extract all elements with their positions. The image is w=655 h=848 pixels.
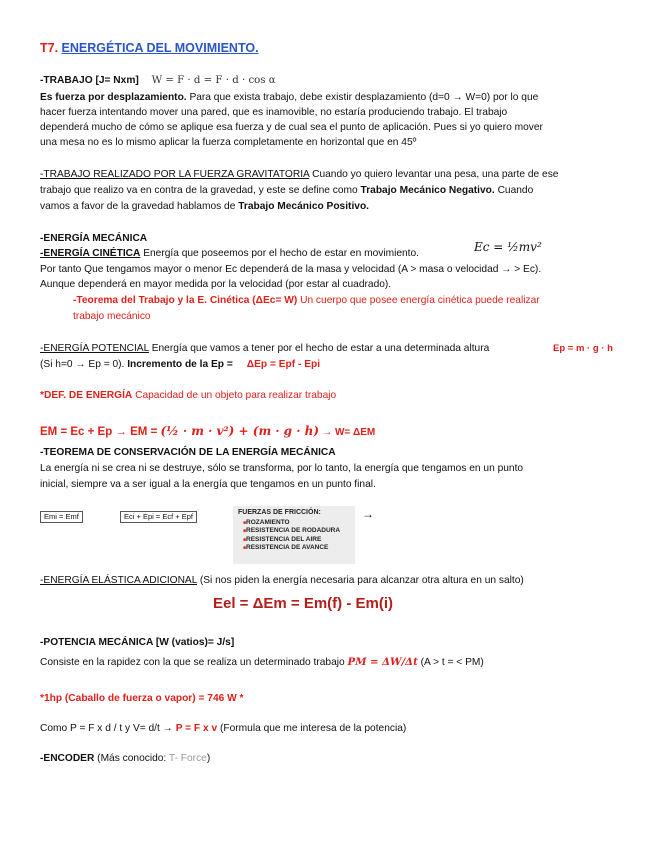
def-energia: *DEF. DE ENERGÍA Capacidad de un objeto para realizar trabajo — [40, 390, 337, 401]
teorema-line-1: -Teorema del Trabajo y la E. Cinética (ΔEc= W) Un cuerpo que posee energía cinética puede realizar — [73, 295, 540, 306]
trabajo-line-4: una mesa no es lo mismo aplicar la fuerza completamente en horizontal que en 45º — [40, 137, 417, 148]
trabajo-line-2: hacer fuerza intentando mover una pared, que es inamovible, no estaría produciendo trabajo. El trabajo — [40, 107, 508, 118]
gravitatoria-line-3: vamos a favor de la gravedad hablamos de Trabajo Mecánico Positivo. — [40, 201, 369, 212]
friction-forces-figure: FUERZAS DE FRICCIÓN: ■ ROZAMIENTO ■ RESISTENCIA DE RODADURA ■ RESISTENCIA DEL AIRE ■ RESISTENCIA DE AVANCE — [233, 506, 355, 564]
potencia-line: Consiste en la rapidez con la que se realiza un determinado trabajo PM = ΔW/Δt (A > t = < PM) — [40, 656, 484, 668]
potencial-line-1: -ENERGÍA POTENCIAL Energía que vamos a tener por el hecho de estar a una determinada altura — [40, 343, 490, 354]
friction-item: ■ RESISTENCIA DEL AIRE — [243, 536, 355, 544]
friction-item: ■ RESISTENCIA DE RODADURA — [243, 527, 355, 535]
cinetica-line-3: Aunque dependerá en mayor medida por la velocidad (por estar al cuadrado). — [40, 279, 392, 290]
trabajo-line-1: Es fuerza por desplazamiento. Para que exista trabajo, debe existir desplazamiento (d=0 → W=0) por lo que — [40, 92, 539, 103]
conservacion-line-2: inicial, siempre va a ser igual a la energía que tengamos en un punto final. — [40, 479, 376, 490]
cinetica-formula: Ec = ½mv² — [474, 240, 542, 254]
gravitatoria-line-2: trabajo que realizo va en contra de la gravedad, y este se define como Trabajo Mecánico Negativo. Cuando — [40, 185, 534, 196]
mecanica-heading: -ENERGÍA MECÁNICA — [40, 233, 148, 244]
ec-ep-equality-box: Eci + Epi = Ecf + Epf — [120, 511, 197, 523]
cinetica-line-1: -ENERGÍA CINÉTICA Energía que poseemos por el hecho de estar en movimiento. — [40, 248, 419, 259]
hp-definition: *1hp (Caballo de fuerza o vapor) = 746 W * — [40, 693, 244, 704]
em-formula: EM = Ec + Ep → EM = (½ · m · v²) + (m · g · h) → W= ΔEM — [40, 424, 376, 438]
gravitatoria-line-1: -TRABAJO REALIZADO POR LA FUERZA GRAVITATORIA Cuando yo quiero levantar una pesa, una parte de ese — [40, 169, 559, 180]
conservacion-heading: -TEOREMA DE CONSERVACIÓN DE LA ENERGÍA MECÁNICA — [40, 447, 336, 458]
friction-item: ■ RESISTENCIA DE AVANCE — [243, 544, 355, 552]
conservacion-line-1: La energía ni se crea ni se destruye, sólo se transforma, por lo tanto, la energía que tengamos en un punto — [40, 463, 524, 474]
potencial-formula: Ep = m · g · h — [553, 343, 613, 354]
friction-item: ■ ROZAMIENTO — [243, 519, 355, 527]
trabajo-line-3: dependerá mucho de cómo se aplique esa fuerza y de cual sea el punto de aplicación. Pues si yo quiero mover — [40, 122, 543, 133]
trabajo-heading: -TRABAJO [J= Nxm] W = F · d = F · d · cos α — [40, 75, 276, 86]
cinetica-line-2: Por tanto Que tengamos mayor o menor Ec dependerá de la masa y velocidad (A > masa o velocidad → > Ec). — [40, 264, 542, 275]
potencia-formula-line: Como P = F x d / t y V= d/t → P = F x v (Formula que me interesa de la potencia) — [40, 723, 407, 734]
teorema-line-2: trabajo mecánico — [73, 311, 151, 322]
elastica-line: -ENERGÍA ELÁSTICA ADICIONAL (Si nos piden la energía necesaria para alcanzar otra altura en un salto) — [40, 575, 524, 586]
em-equality-box: Emi = Emf — [40, 511, 83, 523]
trabajo-formula: W = F · d = F · d · cos α — [151, 75, 276, 86]
encoder-line: -ENCODER (Más conocido: T- Force) — [40, 753, 211, 764]
potencial-line-2: (Si h=0 → Ep = 0). Incremento de la Ep = ΔEp = Epf - Epi — [40, 359, 321, 370]
potencia-heading: -POTENCIA MECÁNICA [W (vatios)= J/s] — [40, 637, 235, 648]
elastica-formula: Eel = ΔEm = Em(f) - Em(i) — [213, 595, 393, 612]
arrow-icon: → — [362, 507, 374, 521]
page-title: T7. ENERGÉTICA DEL MOVIMIENTO. — [40, 41, 259, 55]
